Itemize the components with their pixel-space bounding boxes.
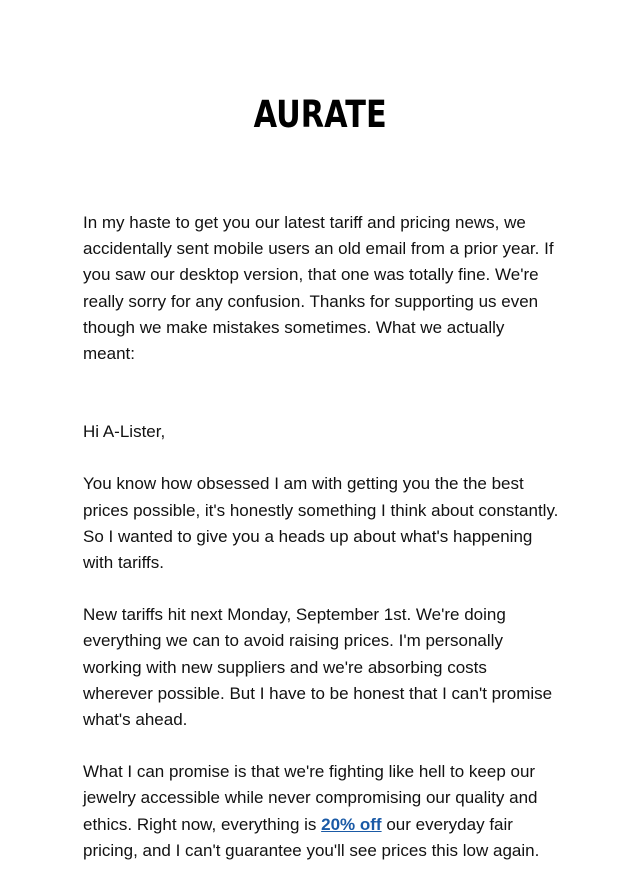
- body-paragraph-tariffs-intro: You know how obsessed I am with getting you the the best prices possible, it's honestly something I think about constantly. So I wanted to give you a heads up about what's happening with tariffs.: [83, 474, 559, 573]
- body-paragraph-tariffs-date: New tariffs hit next Monday, September 1st. We're doing everything we can to avoid raising prices. I'm personally working with new suppliers and we're absorbing costs wherever possible. But I have to be honest that I can't promise what's ahead.: [83, 605, 553, 730]
- promise-text-before: What I can promise is that we're fighting like hell to keep our jewelry accessible while never compromising our quality and ethics. Right now, everything is: [83, 762, 538, 834]
- email-header: [0, 93, 640, 136]
- greeting: Hi A-Lister,: [83, 422, 166, 442]
- promise-text-after: our everyday fair pricing, and I can't guarantee you'll see prices this low again.: [83, 814, 540, 860]
- brand-logo[interactable]: AURATE: [253, 93, 387, 136]
- correction-notice: In my haste to get you our latest tariff and pricing news, we accidentally sent mobile users an old email from a prior year. If you saw our desktop version, that one was totally fine. We're really sorry for any confusion. Thanks for supporting us even though we make mistakes sometimes. What we actually meant:: [83, 213, 554, 364]
- body-paragraph-promise: [83, 759, 559, 864]
- discount-link[interactable]: 20% off: [321, 814, 382, 834]
- email-body: [83, 210, 559, 890]
